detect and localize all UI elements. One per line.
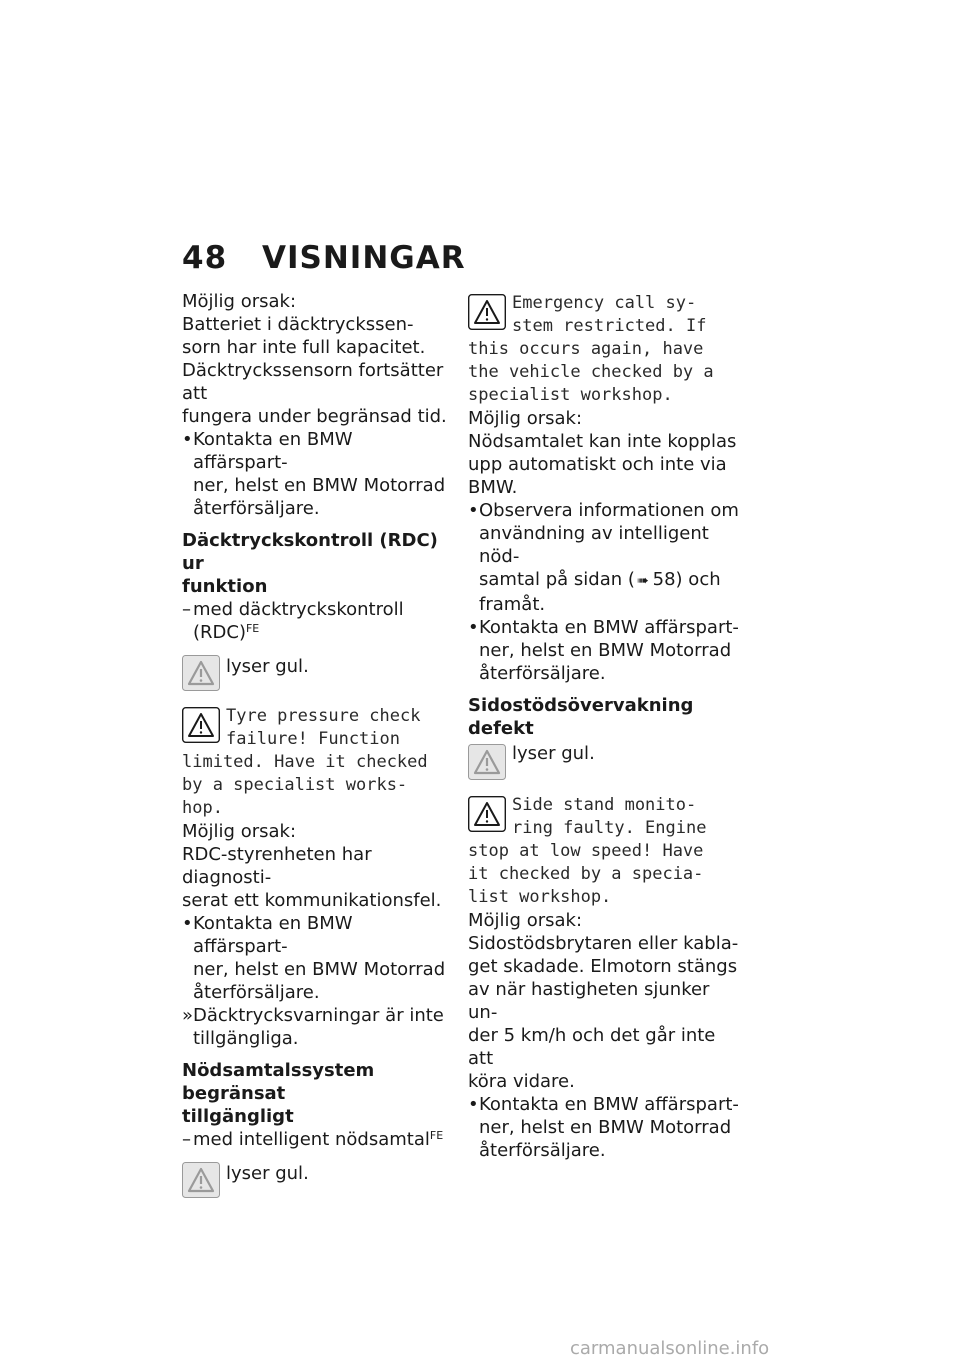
result-marker: » bbox=[182, 1005, 194, 1026]
bullet-item bbox=[468, 499, 743, 616]
message-line: by a specialist works- bbox=[182, 775, 408, 795]
display-message bbox=[468, 794, 743, 909]
page-reference-arrow-icon: ➠ bbox=[636, 573, 649, 589]
cause-line: Sidostödsbrytaren eller kabla- bbox=[468, 933, 739, 954]
bullet-line: ner, helst en BMW Motorrad bbox=[479, 1117, 732, 1138]
bullet-line: återförsäljare. bbox=[193, 498, 320, 519]
message-line: specialist workshop. bbox=[468, 385, 673, 405]
right-column bbox=[468, 290, 743, 1162]
bullet-line: användning av intelligent nöd- bbox=[479, 523, 709, 567]
bullet-marker: • bbox=[182, 913, 193, 934]
message-line: Emergency call sy- bbox=[512, 293, 697, 313]
cause-line: av när hastigheten sjunker un- bbox=[468, 979, 710, 1023]
message-line: ring faulty. Engine bbox=[512, 818, 707, 838]
bullet-line: samtal på sidan ( ➠ 58) och bbox=[479, 569, 721, 590]
intro-line: Batteriet i däcktryckssen- bbox=[182, 314, 414, 335]
message-line: stop at low speed! Have bbox=[468, 841, 704, 861]
light-status-text: lyser gul. bbox=[512, 743, 595, 764]
cause-label: Möjlig orsak: bbox=[182, 291, 297, 312]
warning-light-row bbox=[468, 742, 743, 784]
message-line: this occurs again, have bbox=[468, 339, 704, 359]
display-message bbox=[468, 292, 743, 407]
warning-triangle-icon bbox=[182, 707, 220, 743]
section-heading-ecall: Nödsamtalssystem begränsat tillgängligt bbox=[182, 1060, 375, 1127]
bullet-marker: • bbox=[468, 1094, 479, 1115]
bullet-line: ner, helst en BMW Motorrad bbox=[193, 475, 446, 496]
watermark: carmanualsonline.info bbox=[570, 1338, 770, 1359]
result-item bbox=[182, 1004, 452, 1050]
bullet-marker: • bbox=[468, 617, 479, 638]
page-reference-link[interactable]: 58) och bbox=[652, 569, 721, 590]
section-heading-rdc: Däcktryckskontroll (RDC) ur funktion bbox=[182, 530, 438, 597]
message-line: Side stand monito- bbox=[512, 795, 697, 815]
light-status-text: lyser gul. bbox=[226, 1163, 309, 1184]
bullet-line: återförsäljare. bbox=[479, 1140, 606, 1161]
message-line: limited. Have it checked bbox=[182, 752, 428, 772]
page-header bbox=[182, 240, 466, 276]
bullet-item bbox=[182, 912, 452, 1004]
message-line: stem restricted. If bbox=[512, 316, 707, 336]
condition-line: – med däcktryckskontroll (RDC)$^{FE}$ bbox=[182, 599, 404, 643]
general-warning-light-icon bbox=[468, 744, 506, 780]
cause-line: serat ett kommunikationsfel. bbox=[182, 890, 442, 911]
cause-line: der 5 km/h och det går inte att bbox=[468, 1025, 716, 1069]
general-warning-light-icon bbox=[182, 655, 220, 691]
bullet-marker: • bbox=[182, 429, 193, 450]
bullet-line: framåt. bbox=[479, 594, 546, 615]
bullet-item bbox=[468, 616, 743, 685]
warning-light-row bbox=[182, 653, 452, 695]
display-message bbox=[182, 705, 452, 820]
message-line: hop. bbox=[182, 798, 223, 818]
cause-line: BMW. bbox=[468, 477, 518, 498]
intro-line: sorn har inte full kapacitet. bbox=[182, 337, 426, 358]
left-column bbox=[182, 290, 452, 1202]
warning-triangle-icon bbox=[468, 294, 506, 330]
bullet-line: Observera informationen om bbox=[479, 500, 739, 521]
dash-marker: – bbox=[182, 599, 191, 620]
fe-superscript: FE bbox=[245, 622, 260, 635]
bullet-line: Kontakta en BMW affärspart- bbox=[193, 913, 353, 957]
condition-line: – med intelligent nödsamtal$^{FE}$ bbox=[182, 1129, 444, 1150]
fe-superscript: FE bbox=[429, 1129, 444, 1142]
general-warning-light-icon bbox=[182, 1162, 220, 1198]
cause-line: Nödsamtalet kan inte kopplas bbox=[468, 431, 737, 452]
dash-marker: – bbox=[182, 1129, 191, 1150]
bullet-line: Kontakta en BMW affärspart- bbox=[193, 429, 353, 473]
message-line: Tyre pressure check bbox=[226, 706, 421, 726]
bullet-line: ner, helst en BMW Motorrad bbox=[479, 640, 732, 661]
cause-line: get skadade. Elmotorn stängs bbox=[468, 956, 738, 977]
bullet-line: återförsäljare. bbox=[193, 982, 320, 1003]
message-line: list workshop. bbox=[468, 887, 612, 907]
warning-light-row bbox=[182, 1160, 452, 1202]
bullet-line: ner, helst en BMW Motorrad bbox=[193, 959, 446, 980]
bullet-line: Kontakta en BMW affärspart- bbox=[479, 617, 739, 638]
cause-label: Möjlig orsak: bbox=[468, 910, 583, 931]
message-line: it checked by a specia- bbox=[468, 864, 704, 884]
cause-label: Möjlig orsak: bbox=[182, 821, 297, 842]
cause-label: Möjlig orsak: bbox=[468, 408, 583, 429]
message-line: failure! Function bbox=[226, 729, 400, 749]
bullet-marker: • bbox=[468, 500, 479, 521]
warning-triangle-icon bbox=[468, 796, 506, 832]
cause-line: köra vidare. bbox=[468, 1071, 575, 1092]
message-line: the vehicle checked by a bbox=[468, 362, 714, 382]
bullet-item bbox=[468, 1093, 743, 1162]
result-line: Däcktrycksvarningar är inte bbox=[193, 1005, 444, 1026]
section-heading-side-stand: Sidostödsövervakning defekt bbox=[468, 695, 694, 739]
page-number: 48 bbox=[182, 240, 228, 276]
page-title: VISNINGAR bbox=[262, 240, 466, 276]
bullet-line: Kontakta en BMW affärspart- bbox=[479, 1094, 739, 1115]
intro-line: Däcktryckssensorn fortsätter att bbox=[182, 360, 444, 404]
light-status-text: lyser gul. bbox=[226, 656, 309, 677]
bullet-line: återförsäljare. bbox=[479, 663, 606, 684]
cause-line: upp automatiskt och inte via bbox=[468, 454, 727, 475]
result-line: tillgängliga. bbox=[193, 1028, 299, 1049]
cause-line: RDC-styrenheten har diagnosti- bbox=[182, 844, 372, 888]
bullet-item bbox=[182, 428, 452, 520]
intro-line: fungera under begränsad tid. bbox=[182, 406, 447, 427]
